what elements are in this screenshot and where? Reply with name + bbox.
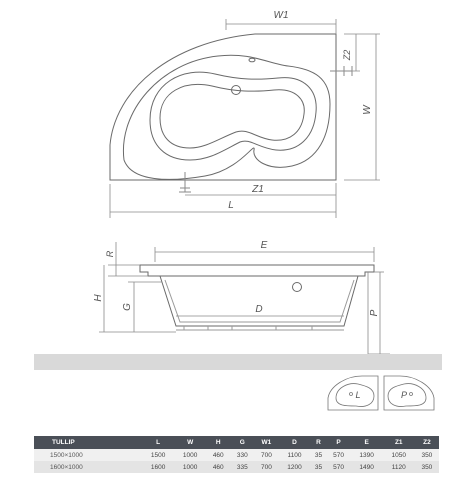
header-h: H: [206, 436, 230, 449]
side-view: [99, 242, 390, 354]
floor-strip: [34, 354, 442, 370]
thumbnail-label-l: L: [355, 390, 361, 400]
tub-body-side: [160, 276, 358, 326]
tub-rim-contour: [123, 55, 330, 179]
label-r: R: [105, 250, 115, 258]
table-cell: 1050: [383, 449, 415, 461]
table-cell: 700: [254, 449, 278, 461]
table-cell: 460: [206, 449, 230, 461]
table-cell: 350: [415, 449, 439, 461]
thumbnail-right-version: [384, 376, 434, 410]
table-cell: 1100: [278, 449, 310, 461]
table-cell: 1120: [383, 461, 415, 473]
tap-bottom-icon: [179, 172, 191, 192]
label-g: G: [122, 303, 133, 311]
top-view: [110, 19, 380, 218]
table-cell: 570: [327, 449, 351, 461]
table-row: [34, 461, 439, 473]
header-r: R: [311, 436, 327, 449]
table-cell: 1500: [142, 449, 174, 461]
header-g: G: [230, 436, 254, 449]
label-e: E: [260, 240, 268, 251]
label-h: H: [93, 294, 104, 302]
table-row: [34, 449, 439, 461]
table-cell: 1600: [142, 461, 174, 473]
label-w: W: [362, 105, 373, 115]
header-w1: W1: [254, 436, 278, 449]
thumbnail-label-p: P: [400, 390, 408, 400]
table-cell: 700: [254, 461, 278, 473]
overflow-mark: [249, 58, 255, 62]
specs-table: [34, 436, 439, 473]
table-cell: 1390: [351, 449, 383, 461]
header-l: L: [142, 436, 174, 449]
tub-base: [176, 326, 344, 330]
label-l: L: [228, 200, 234, 211]
table-cell: 460: [206, 461, 230, 473]
label-w1: W1: [273, 10, 289, 21]
thumbnail-left-version: [328, 376, 378, 410]
table-cell: 1600×1000: [34, 461, 142, 473]
table-cell: 35: [311, 449, 327, 461]
table-cell: 1000: [174, 461, 206, 473]
table-cell: 1500×1000: [34, 449, 142, 461]
table-cell: 1200: [278, 461, 310, 473]
header-z2: Z2: [415, 436, 439, 449]
header-e: E: [351, 436, 383, 449]
label-p: P: [369, 309, 380, 317]
header-d: D: [278, 436, 310, 449]
table-cell: 330: [230, 449, 254, 461]
header-model: TULLIP: [34, 436, 142, 449]
label-z2: Z2: [342, 49, 352, 61]
label-z1: Z1: [252, 184, 264, 195]
table-cell: 350: [415, 461, 439, 473]
header-w: W: [174, 436, 206, 449]
table-cell: 35: [311, 461, 327, 473]
header-p: P: [327, 436, 351, 449]
overflow-hole: [293, 283, 302, 292]
basin-outer: [150, 72, 316, 160]
table-cell: 1000: [174, 449, 206, 461]
dim-lines-side: [99, 242, 390, 354]
table-cell: 1490: [351, 461, 383, 473]
header-z1: Z1: [383, 436, 415, 449]
table-cell: 570: [327, 461, 351, 473]
tub-rim-side: [140, 265, 374, 276]
basin-inner: [160, 84, 304, 148]
label-d: D: [255, 304, 263, 315]
table-cell: 335: [230, 461, 254, 473]
specs-header-row: [34, 436, 439, 449]
